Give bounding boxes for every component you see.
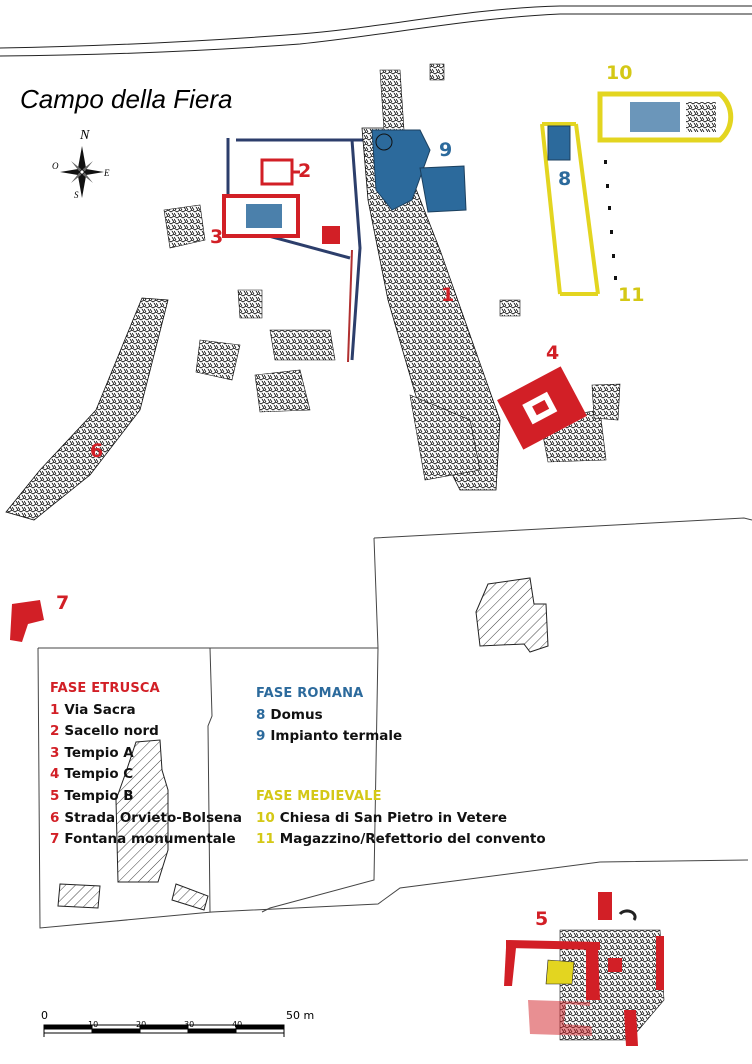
legend-romana bbox=[256, 683, 402, 748]
legend-item-number: 3 bbox=[50, 744, 60, 761]
scale-tick-20: 20 bbox=[136, 1020, 147, 1029]
site-label-5: 5 bbox=[535, 908, 549, 930]
legend-item-label: Domus bbox=[270, 706, 323, 723]
compass-north-label: N bbox=[80, 128, 90, 143]
legend-item-number: 5 bbox=[50, 787, 60, 804]
legend-item bbox=[256, 705, 402, 727]
scale-tick-30: 30 bbox=[184, 1020, 195, 1029]
legend-item-number: 11 bbox=[256, 831, 275, 848]
site-label-2: 2 bbox=[298, 160, 312, 182]
compass-icon bbox=[60, 146, 104, 198]
legend-item-label: Fontana monumentale bbox=[64, 831, 236, 848]
scale-bar bbox=[44, 1025, 284, 1037]
legend-item bbox=[50, 743, 242, 765]
legend-item-number: 4 bbox=[50, 766, 60, 783]
legend-item-label: Magazzino/Refettorio del convento bbox=[279, 831, 546, 848]
legend-item bbox=[256, 726, 402, 748]
compass-west-label: O bbox=[52, 161, 59, 171]
legend-item bbox=[50, 808, 242, 830]
road-lines bbox=[0, 6, 752, 56]
site-label-9: 9 bbox=[439, 139, 453, 161]
fontana-monumentale bbox=[10, 600, 44, 642]
legend-item-label: Chiesa di San Pietro in Vetere bbox=[279, 809, 508, 826]
site-label-6: 6 bbox=[90, 440, 104, 462]
legend-item-label: Tempio B bbox=[64, 787, 134, 804]
legend-etrusca-heading: FASE ETRUSCA bbox=[50, 681, 160, 696]
legend-item bbox=[256, 808, 546, 830]
legend-item-number: 1 bbox=[50, 701, 60, 718]
compass-east-label: E bbox=[104, 168, 110, 178]
sacello-nord bbox=[262, 160, 300, 184]
compass-south-label: S bbox=[74, 190, 79, 200]
legend-etrusca bbox=[50, 678, 242, 851]
tempio-b bbox=[504, 892, 664, 1046]
legend-item-number: 7 bbox=[50, 831, 60, 848]
legend-item bbox=[50, 786, 242, 808]
legend-item-label: Impianto termale bbox=[270, 728, 403, 745]
legend-item-label: Via Sacra bbox=[64, 701, 136, 718]
legend-item-label: Tempio A bbox=[64, 744, 134, 761]
legend-item-number: 6 bbox=[50, 809, 60, 826]
chiesa-san-pietro bbox=[600, 94, 731, 140]
legend-item-number: 10 bbox=[256, 809, 275, 826]
legend-medievale-heading: FASE MEDIEVALE bbox=[256, 789, 382, 804]
domus bbox=[548, 126, 570, 160]
legend-item bbox=[50, 829, 242, 851]
legend-item-label: Tempio C bbox=[64, 766, 134, 783]
tempio-a bbox=[224, 196, 340, 244]
site-label-10: 10 bbox=[606, 62, 633, 84]
legend-item-number: 8 bbox=[256, 706, 266, 723]
map-title: Campo della Fiera bbox=[20, 84, 233, 114]
legend-item bbox=[50, 764, 242, 786]
legend-item bbox=[256, 829, 546, 851]
legend-item-number: 9 bbox=[256, 728, 266, 745]
legend-item-label: Strada Orvieto-Bolsena bbox=[64, 809, 242, 826]
legend-item bbox=[50, 700, 242, 722]
legend-romana-heading: FASE ROMANA bbox=[256, 686, 364, 701]
site-label-4: 4 bbox=[546, 342, 560, 364]
scale-tick-10: 10 bbox=[88, 1020, 99, 1029]
strada-orvieto-bolsena-remains bbox=[6, 298, 168, 520]
site-label-7: 7 bbox=[56, 592, 70, 614]
site-label-11: 11 bbox=[618, 284, 645, 306]
site-label-3: 3 bbox=[210, 226, 224, 248]
legend-item bbox=[50, 721, 242, 743]
site-label-1: 1 bbox=[441, 284, 455, 306]
scale-tick-0: 0 bbox=[41, 1009, 48, 1022]
legend-item-label: Sacello nord bbox=[64, 723, 159, 740]
refettorio-pillars bbox=[604, 160, 617, 280]
scale-end-label: 50 m bbox=[286, 1009, 315, 1022]
legend-item-number: 2 bbox=[50, 723, 60, 740]
legend-medievale bbox=[256, 786, 546, 851]
site-label-8: 8 bbox=[558, 168, 572, 190]
scale-tick-40: 40 bbox=[232, 1020, 243, 1029]
